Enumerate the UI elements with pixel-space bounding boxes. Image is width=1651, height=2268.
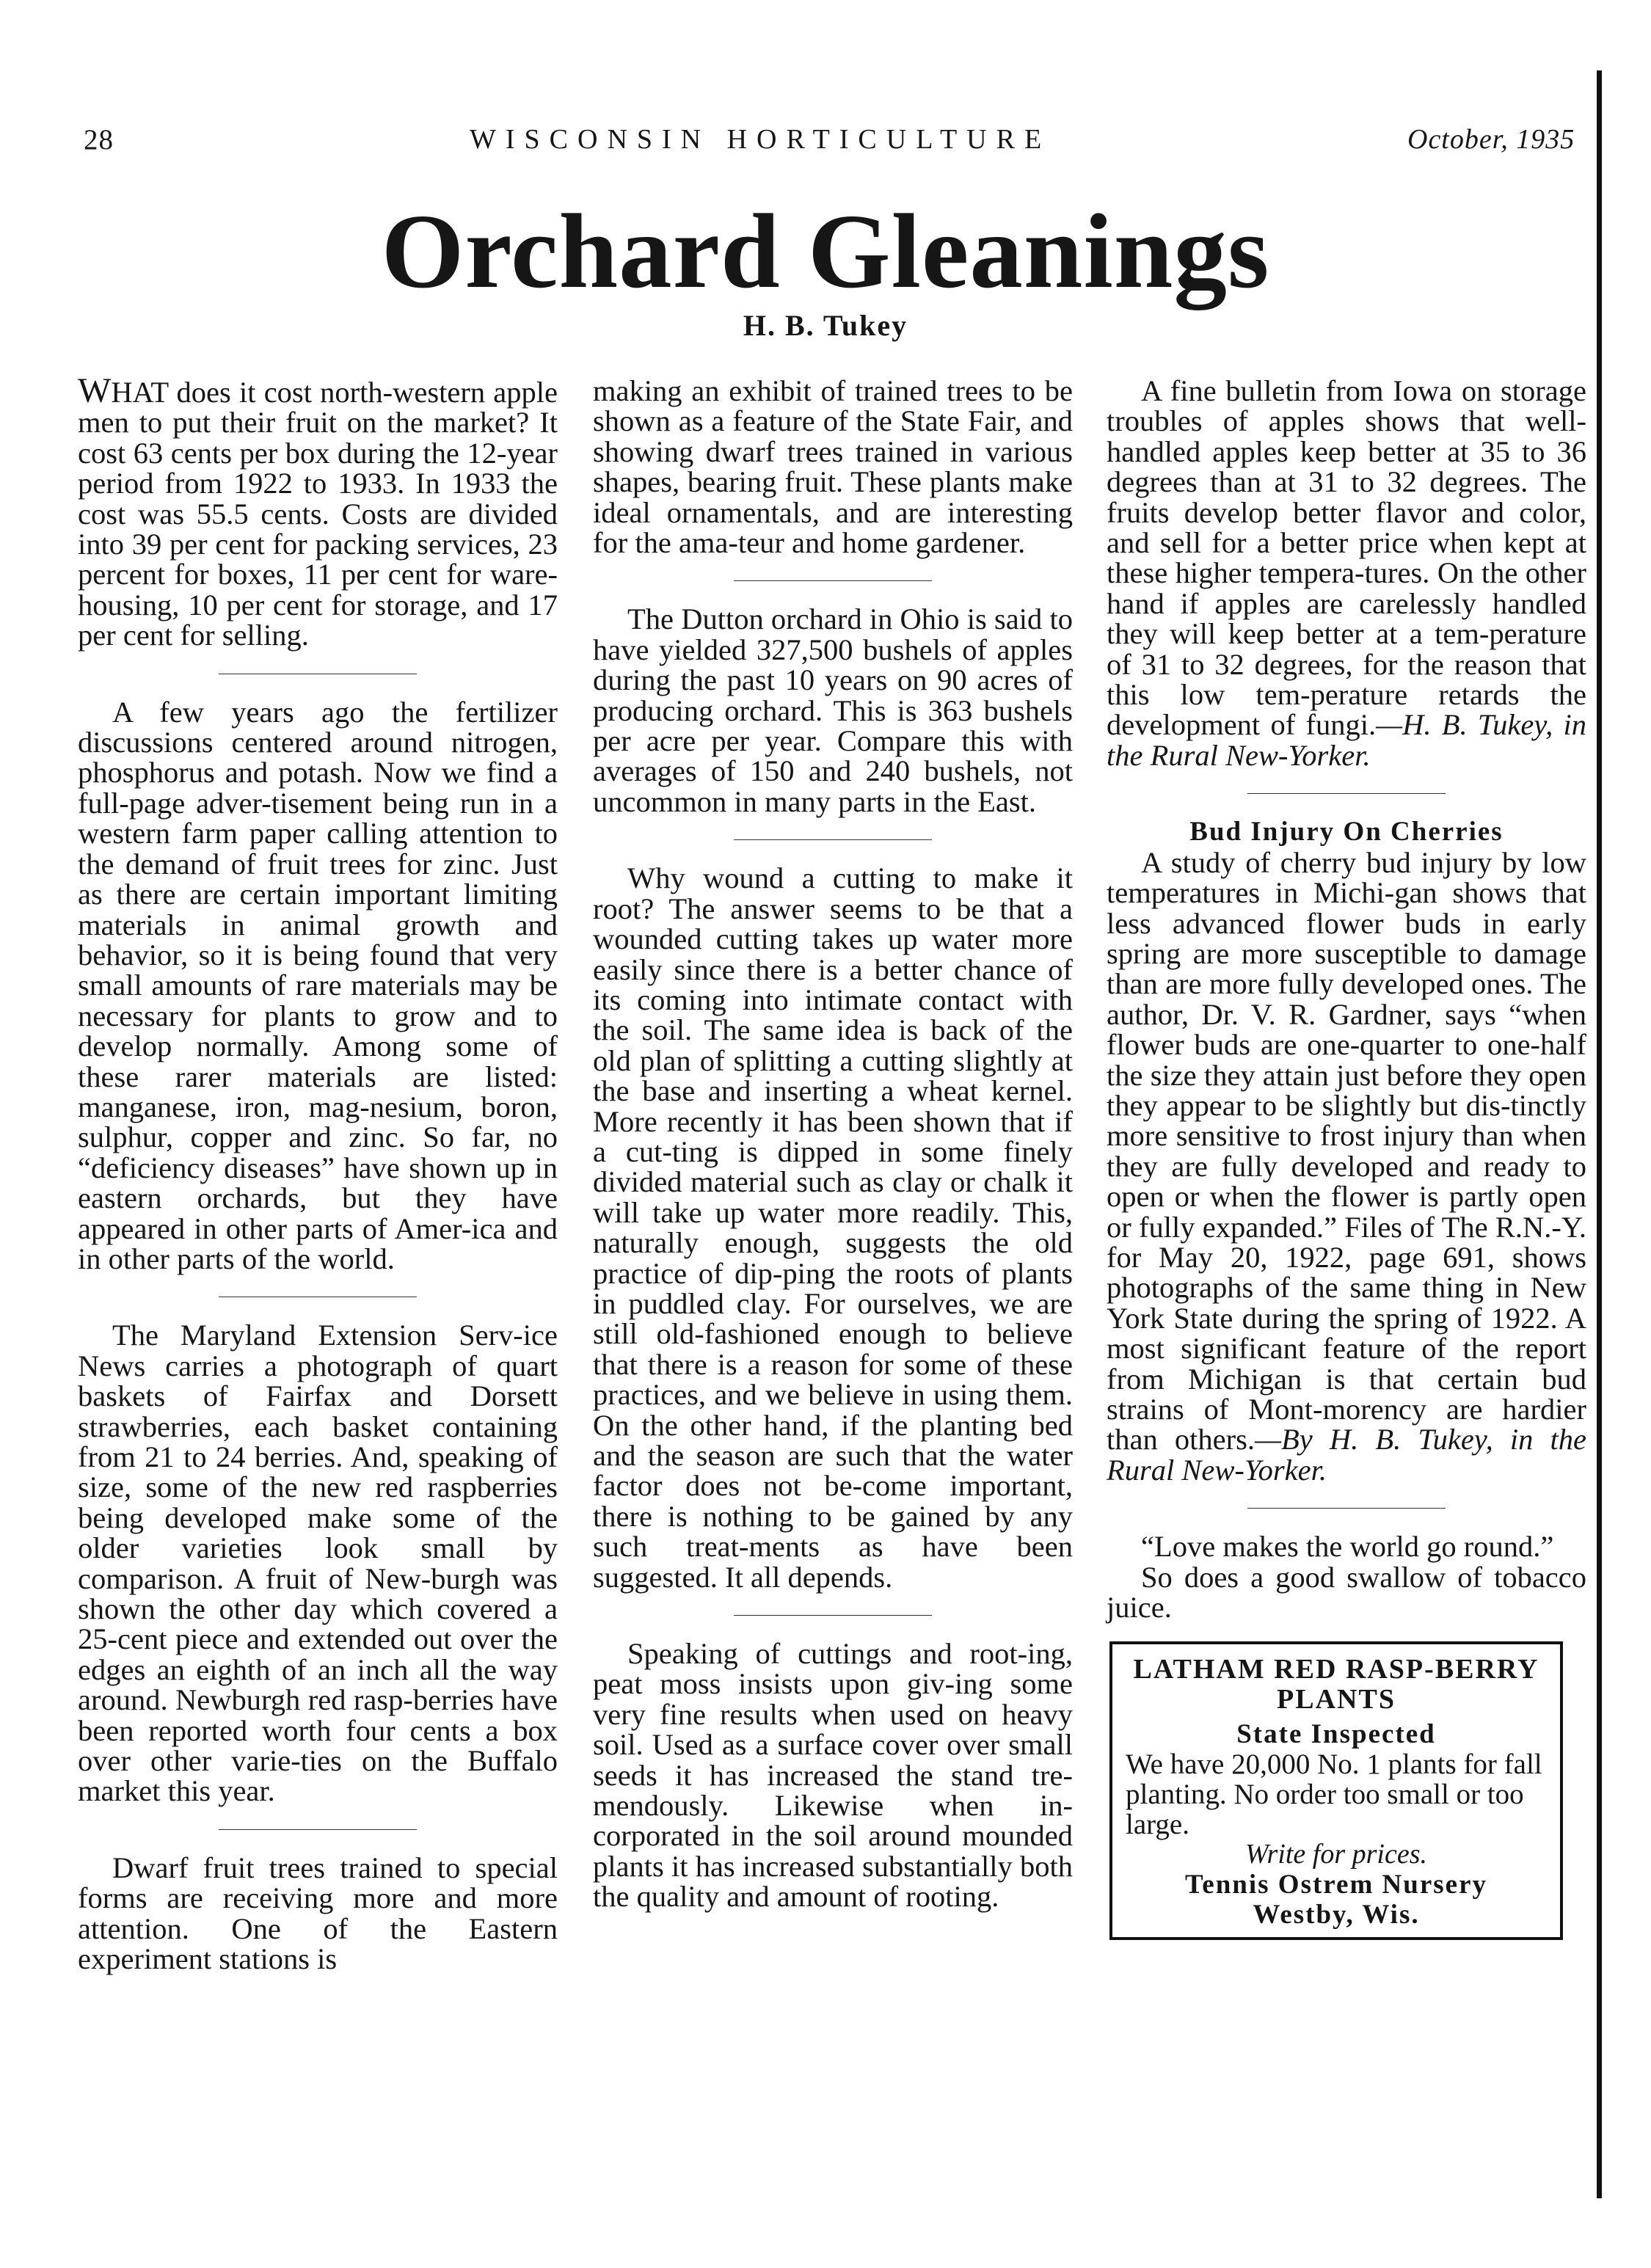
paragraph-cherry-buds <box>1107 847 1586 1486</box>
quote-reply: So does a good swallow of tobacco juice. <box>1107 1560 1586 1625</box>
section-divider <box>1247 793 1446 794</box>
article-author: H. B. Tukey <box>743 309 908 342</box>
paragraph-dutton-orchard: The Dutton orchard in Ohio is said to have yielded 327,500 bushels of apples during the past 10 years on 90 acres of producing orchard. This is 363 bushels per acre per year. Compare this with averages of 150 and 240 bushels, not uncommon in many parts in the East. <box>593 602 1073 818</box>
paragraph-strawberries: The Maryland Extension Serv-ice News carries a photograph of quart baskets of Fairfax and Dorsett strawberries, each basket containing from 21 to 24 berries. And, speaking of size, some of the new red raspberries being developed make some of the older varieties look small by comparison. A fruit of New-burgh was shown the other day which covered a 25-cent piece and extended out over the edges an eighth of an inch all the way around. Newburgh red rasp-berries have been reported worth four cents a box over other varie-ties on the Buffalo market this year. <box>78 1319 558 1808</box>
section-divider <box>734 839 932 840</box>
section-divider <box>1247 1508 1446 1509</box>
source-credit: —H. B. Tukey, in the Rural New-Yorker. <box>1107 708 1586 772</box>
paragraph-cuttings: Why wound a cutting to make it root? The answer seems to be that a wounded cutting takes up water more easily since there is a better chance of its coming into intimate contact with the soil. The same idea is back of the old plan of splitting a cutting slightly at the base and inserting a wheat kernel. More recently it has been shown that if a cut-ting is dipped in some finely divided material such as clay or chalk it will take up water more readily. This, naturally enough, suggests the old practice of dip-ping the roots of plants in puddled clay. For ourselves, we are still old-fashioned enough to believe that there is a reason for some of these practices, and we believe in using them. On the other hand, if the planting bed and the season are such that the water factor does not be-come important, there is nothing to be gained by any such treat-ments as have been suggested. It all depends. <box>593 861 1073 1594</box>
ad-body: We have 20,000 No. 1 plants for fall planting. No order too small or too large. <box>1126 1749 1542 1841</box>
column-1 <box>78 371 558 1976</box>
paragraph-fertilizer: A few years ago the fertilizer discussions centered around nitrogen, phosphorus and potash. Now we find a full-page adver-tisement being run in a western farm paper calling attention to the demand of fruit trees for zinc. Just as there are certain important limiting materials in animal growth and behavior, so it is being found that very small amounts of rare materials may be necessary for plants to grow and to develop normally. Among some of these rarer materials are listed: manganese, iron, mag-nesium, boron, sulphur, copper and zinc. So far, no “deficiency diseases” have shown up in eastern orchards, but they have appeared in other parts of Amer-ica and in other parts of the world. <box>78 695 558 1275</box>
ad-call-to-action: Write for prices. <box>1244 1839 1428 1870</box>
paragraph-iowa-bulletin <box>1107 376 1586 770</box>
section-heading: Bud Injury On Cherries <box>1189 817 1504 847</box>
article-title: Orchard Gleanings <box>381 193 1270 310</box>
paragraph-cost-text: HAT does it cost north-western apple men to put their fruit on the market? It cost 63 cents per box during the 12-year period from 1922 to 1933. In 1933 the cost was 55.5 cents. Costs are divided into 39 per cent for packing services, 23 percent for boxes, 11 per cent for ware-housing, 10 per cent for storage, and 17 per cent for selling. <box>78 376 558 652</box>
section-divider <box>219 1829 417 1830</box>
paragraph-peat-moss: Speaking of cuttings and root-ing, peat moss insists upon giv-ing some very fine results when used on heavy soil. Used as a surface cover over small seeds it has increased the stand tre-mendously. Likewise when in-corporated in the soil around mounded plants it has increased substantially both the quality and amount of rooting. <box>593 1637 1073 1914</box>
page-edge-rule <box>1597 70 1602 2198</box>
paragraph-cherry-text: A study of cherry bud injury by low temperatures in Michi-gan shows that less advanced flower buds in early spring are more susceptible to damage than are more fully developed ones. The author, Dr. V. R. Gardner, says “when flower buds are one-quarter to one-half the size they attain just before they open they appear to be slightly but dis-tinctly more sensitive to frost injury than when they are fully developed and ready to open or when the flower is partly open or fully expanded.” Files of The R.N.-Y. for May 20, 1922, page 691, shows photographs of the same thing in New York State during the spring of 1922. A most significant feature of the report from Michigan is that certain bud strains of Mont-morency are hardier than others. <box>1107 845 1586 1456</box>
issue-date: October, 1935 <box>1407 124 1575 155</box>
source-credit: —By H. B. Tukey, in the Rural New-Yorker. <box>1107 1423 1586 1487</box>
column-3 <box>1107 376 1586 1940</box>
publication-title: WISCONSIN HORTICULTURE <box>470 124 1052 155</box>
paragraph-dwarf-trees: Dwarf fruit trees trained to special forms are receiving more and more attention. One of the Eastern experiment stations is <box>78 1851 558 1976</box>
drop-cap: W <box>78 371 112 410</box>
ad-subtitle: State Inspected <box>1236 1719 1436 1750</box>
section-divider <box>734 1615 932 1616</box>
ad-title: LATHAM RED RASP-BERRY PLANTS <box>1133 1654 1539 1715</box>
page-number: 28 <box>84 124 114 156</box>
paragraph-exhibit: making an exhibit of trained trees to be shown as a feature of the State Fair, and showing dwarf trees trained in various shapes, bearing fruit. These plants make ideal ornamentals, and are interesting for the ama-teur and home gardener. <box>593 374 1073 560</box>
ad-nursery-name: Tennis Ostrem Nursery <box>1185 1870 1487 1900</box>
ad-location: Westby, Wis. <box>1253 1900 1420 1930</box>
paragraph-iowa-text: A fine bulletin from Iowa on storage troubles of apples shows that well-handled apples keep better at 35 to 36 degrees than at 31 to 32 degrees. The fruits develop better flavor and color, and sell for a better price when kept at these higher tempera-tures. On the other hand if apples are carelessly handled they will keep better at a tem-perature of 31 to 32 degrees, for the reason that this low tem-perature retards the development of fungi. <box>1107 374 1586 742</box>
quote-line: “Love makes the world go round.” <box>1141 1530 1554 1564</box>
column-2 <box>593 376 1073 1912</box>
advertisement-box <box>1109 1641 1563 1940</box>
paragraph-cost <box>78 371 558 652</box>
section-divider <box>734 580 932 581</box>
